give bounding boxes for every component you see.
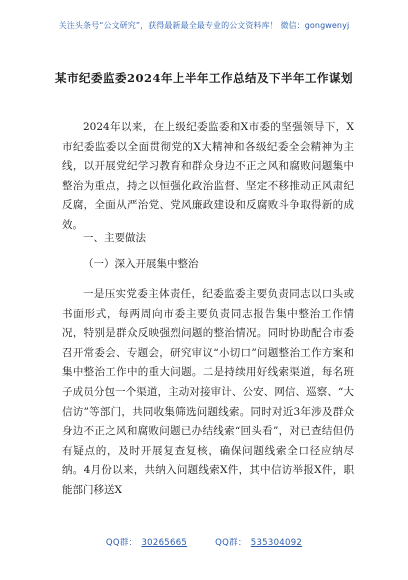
section-heading: 一、主要做法 xyxy=(83,232,146,244)
footer-contact xyxy=(0,536,408,548)
body-text: 一是压实党委主体责任，纪委监委主要负责同志以口头或书面形式，每两周向市委主要负责同志报告集中整治工作情况，特别是群众反映强烈问题的整治情况。同时协助配合市委召开常委会、专题会，研究审议“小切口”问题整治工作方案和集中整治工作中的重大问题。二是持续用好线索渠道，每名班子成员分包一个渠道，主动对接审计、公安、网信、巡察、“大信访”等部门，共同收集筛选问题线索。同时对近3年涉及群众身边不正之风和腐败问题已办结线索“回头看”，对已查结但仍有疑点的，及时开展复查复核，确保问题线索全口径应纳尽纳。4月份以来，共纳入问题线索X件，其中信访举报X件，职能部门移送X xyxy=(62,288,354,496)
qq-number-1[interactable]: 30265665 xyxy=(141,538,188,548)
subsection-heading: （一）深入开展集中整治 xyxy=(83,258,199,270)
qq-label-1: QQ群： xyxy=(105,538,138,548)
header-banner: 关注头条号“公文研究”，获得最新最全最专业的公文资料库！ 微信：gongwenyj xyxy=(58,21,350,30)
qq-number-2[interactable]: 535304092 xyxy=(250,538,303,548)
body-paragraph xyxy=(62,285,354,501)
qq-label-2: QQ群： xyxy=(215,538,247,548)
intro-text: 2024年以来，在上级纪委监委和X市委的坚强领导下，X市纪委监委以全面贯彻党的X大精神和各级纪委全会精神为主线，以开展党纪学习教育和群众身边不正之风和腐败问题集中整治为重点，持之以恒强化政治监督、坚定不移推动正风肃纪反腐，全面从严治党、党风廉政建设和反腐败斗争取得新的成效。 xyxy=(62,121,354,231)
intro-paragraph xyxy=(62,118,354,236)
document-title: 某市纪委监委2024年上半年工作总结及下半年工作谋划 xyxy=(54,71,353,85)
